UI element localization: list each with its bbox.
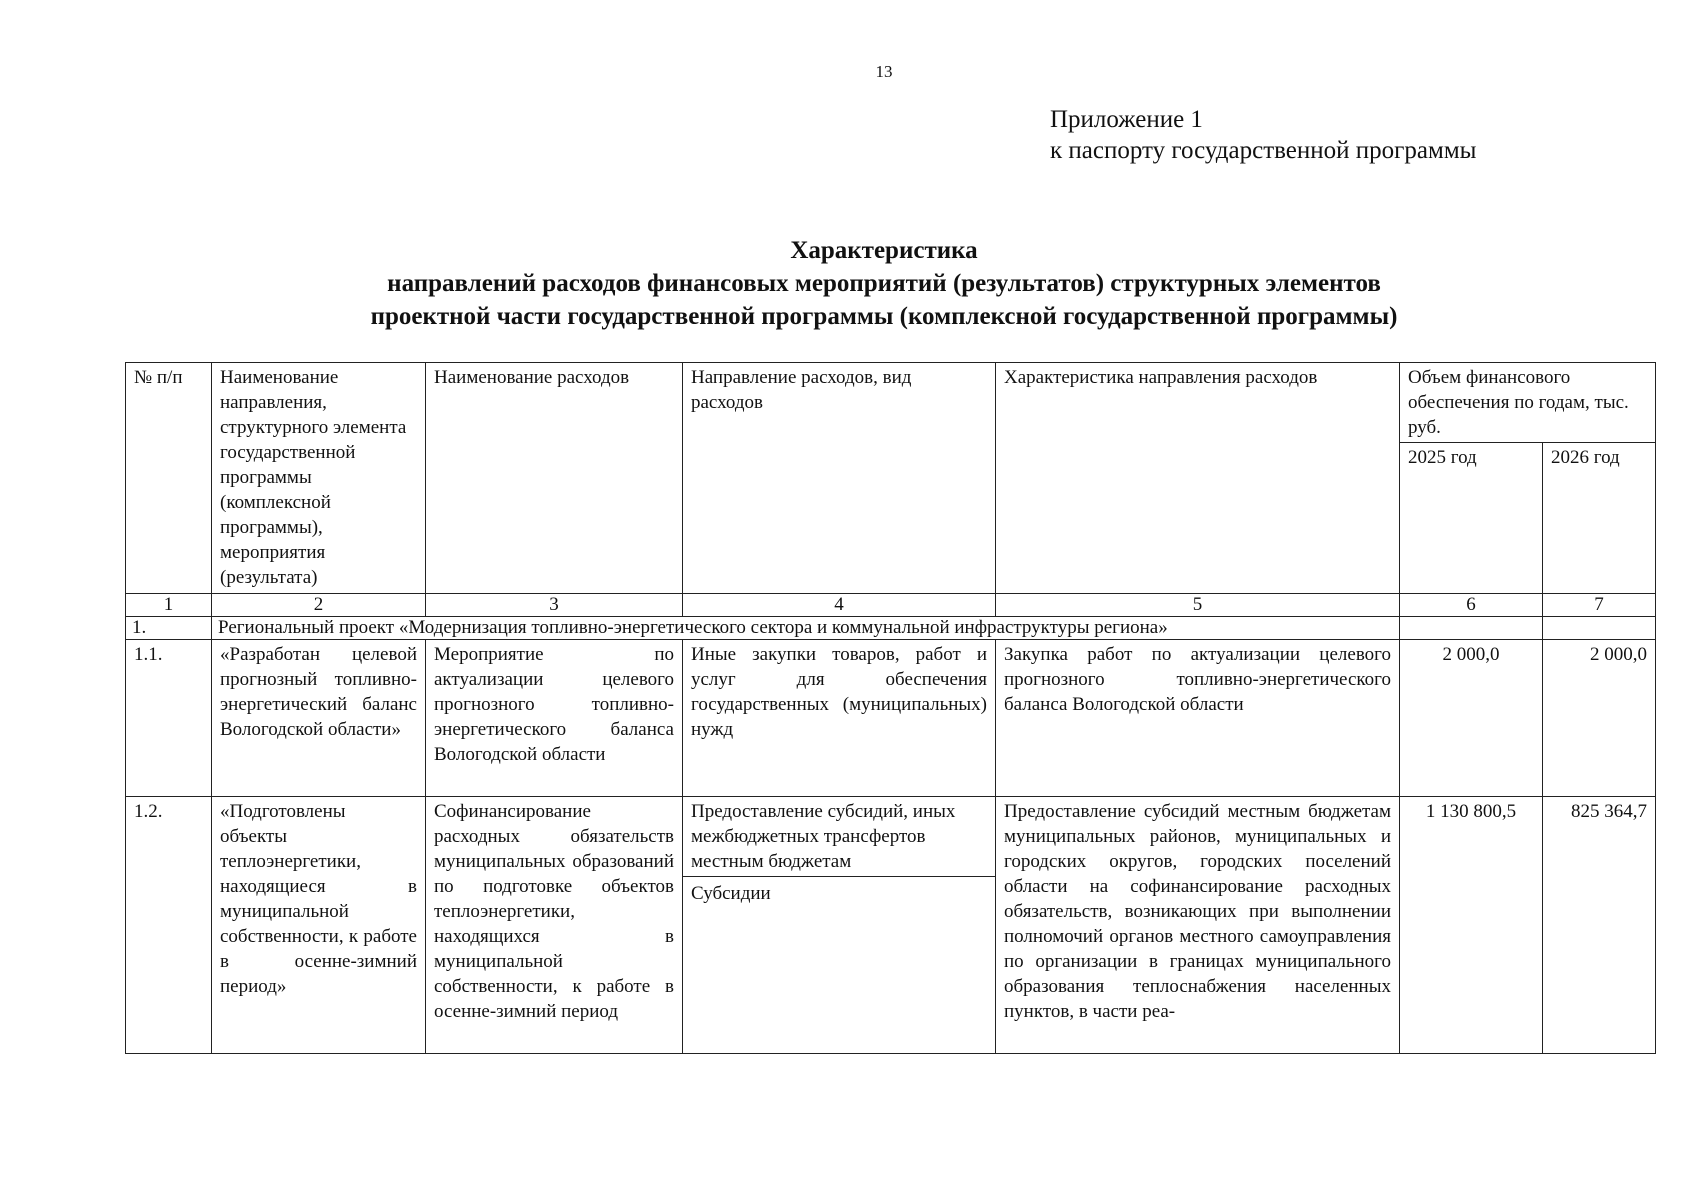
section-row	[126, 617, 1656, 640]
header-num: № п/п	[126, 363, 212, 594]
header-expense: Наименование расходов	[426, 363, 683, 594]
row-num: 1.1.	[126, 640, 212, 797]
row-expense: Софинансирование расходных обязательств муниципальных образований по подготовке объектов теплоэнергетики, находящихся в муниципальной собственности, к работе в осенне-зимний период	[426, 797, 683, 1054]
row-name: «Подготовлены объекты теплоэнергетики, находящиеся в муниципальной собственности, к работе в осенне-зимний период»	[212, 797, 426, 1054]
row-num: 1.2.	[126, 797, 212, 1054]
page-number: 13	[875, 62, 893, 81]
row-amount-2026: 825 364,7	[1543, 797, 1656, 1054]
column-number: 1	[126, 594, 212, 617]
header-row	[126, 363, 1656, 443]
title-line-2: направлений расходов финансовых мероприятий (результатов) структурных элементов	[387, 270, 1381, 297]
appendix-line-1: Приложение 1	[1050, 106, 1203, 133]
header-year-2025: 2025 год	[1400, 443, 1543, 594]
table-row	[126, 797, 1656, 1054]
row-direction	[683, 797, 996, 1054]
header-funding: Объем финансового обеспечения по годам, тыс. руб.	[1400, 363, 1656, 443]
document-title	[0, 234, 1697, 333]
header-description: Характеристика направления расходов	[996, 363, 1400, 594]
row-direction-main: Предоставление субсидий, иных межбюджетных трансфертов местным бюджетам	[683, 799, 995, 877]
header-direction: Направление расходов, вид расходов	[683, 363, 996, 594]
column-number: 7	[1543, 594, 1656, 617]
section-title: Региональный проект «Модернизация топливно-энергетического сектора и коммунальной инфраструктуры региона»	[212, 617, 1400, 640]
appendix-line-2: к паспорту государственной программы	[1050, 137, 1477, 164]
title-line-1: Характеристика	[790, 237, 978, 264]
row-amount-2025: 2 000,0	[1400, 640, 1543, 797]
header-year-2026: 2026 год	[1543, 443, 1656, 594]
row-direction-type: Субсидии	[691, 883, 771, 904]
row-direction: Иные закупки товаров, работ и услуг для обеспечения государственных (муниципальных) нужд	[683, 640, 996, 797]
expenses-table	[125, 362, 1656, 1054]
column-number-row	[126, 594, 1656, 617]
appendix-note	[1050, 104, 1476, 166]
row-amount-2026: 2 000,0	[1543, 640, 1656, 797]
section-empty-2026	[1543, 617, 1656, 640]
table-row	[126, 640, 1656, 797]
column-number: 4	[683, 594, 996, 617]
column-number: 5	[996, 594, 1400, 617]
header-name: Наименование направления, структурного элемента государственной программы (комплексной программы), мероприятия (результата)	[212, 363, 426, 594]
column-number: 3	[426, 594, 683, 617]
column-number: 6	[1400, 594, 1543, 617]
row-expense: Мероприятие по актуализации целевого прогнозного топливно-энергетического баланса Вологодской области	[426, 640, 683, 797]
section-num: 1.	[126, 617, 212, 640]
row-name: «Разработан целевой прогнозный топливно-энергетический баланс Вологодской области»	[212, 640, 426, 797]
title-line-3: проектной части государственной программы (комплексной государственной программы)	[370, 303, 1398, 330]
section-empty-2025	[1400, 617, 1543, 640]
row-description: Закупка работ по актуализации целевого прогнозного топливно-энергетического баланса Вологодской области	[996, 640, 1400, 797]
column-number: 2	[212, 594, 426, 617]
row-description: Предоставление субсидий местным бюджетам муниципальных районов, муниципальных и городских округов, городских поселений области на софинансирование расходных обязательств, возникающих при выполнении полномочий органов местного самоуправления по организации в границах муниципального образования теплоснабжения населенных пунктов, в части реа-	[996, 797, 1400, 1054]
row-amount-2025: 1 130 800,5	[1400, 797, 1543, 1054]
